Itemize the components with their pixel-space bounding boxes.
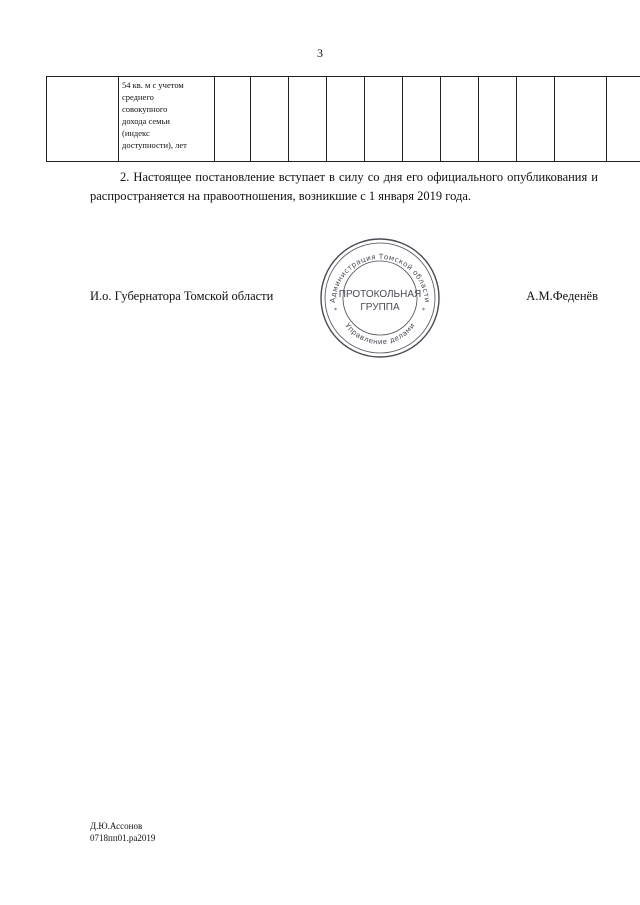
seal-center-line2: ГРУППА	[360, 302, 400, 313]
label-line: доступности), лет	[122, 140, 187, 151]
table-cell-empty	[555, 77, 607, 162]
resolution-paragraph: 2. Настоящее постановление вступает в силу со дня его официального опубликования и распространяется на правоотношения, возникшие с 1 января 2019 года.	[90, 170, 598, 203]
table-cell-empty	[47, 77, 119, 162]
table-cell-empty	[403, 77, 441, 162]
label-line: дохода семьи	[122, 116, 170, 127]
table-cell-empty	[479, 77, 517, 162]
table-cell-empty	[215, 77, 251, 162]
table-cell-empty	[517, 77, 555, 162]
official-seal-stamp	[318, 236, 442, 360]
label-line: среднего	[122, 92, 154, 103]
table-cell-empty	[607, 77, 640, 162]
signatory-position: И.о. Губернатора Томской области	[90, 289, 274, 303]
seal-star-right: *	[422, 307, 425, 314]
footer	[90, 820, 155, 844]
indicator-table	[46, 76, 640, 162]
table-row	[47, 77, 640, 162]
footer-author: Д.Ю.Ассонов	[90, 821, 143, 831]
signatory-name: А.М.Феденёв	[526, 289, 598, 303]
label-line: (индекс	[122, 128, 150, 139]
seal-star-left: *	[334, 307, 337, 314]
page-number: 3	[317, 46, 323, 60]
seal-center-line1: ПРОТОКОЛЬНАЯ	[338, 289, 422, 300]
seal-outer-text: Администрация Томской области	[327, 251, 433, 304]
table-cell-empty	[327, 77, 365, 162]
table-cell-empty	[289, 77, 327, 162]
label-line: совокупного	[122, 104, 168, 115]
seal-bottom-text: Управление делами	[343, 321, 417, 347]
table-cell-empty	[441, 77, 479, 162]
footer-doc-code: 0718пп01.ра2019	[90, 833, 156, 843]
label-line: 54 кв. м с учетом	[122, 80, 184, 90]
table-cell-empty	[251, 77, 289, 162]
table-cell-empty	[365, 77, 403, 162]
table-cell-indicator-label	[119, 77, 215, 162]
